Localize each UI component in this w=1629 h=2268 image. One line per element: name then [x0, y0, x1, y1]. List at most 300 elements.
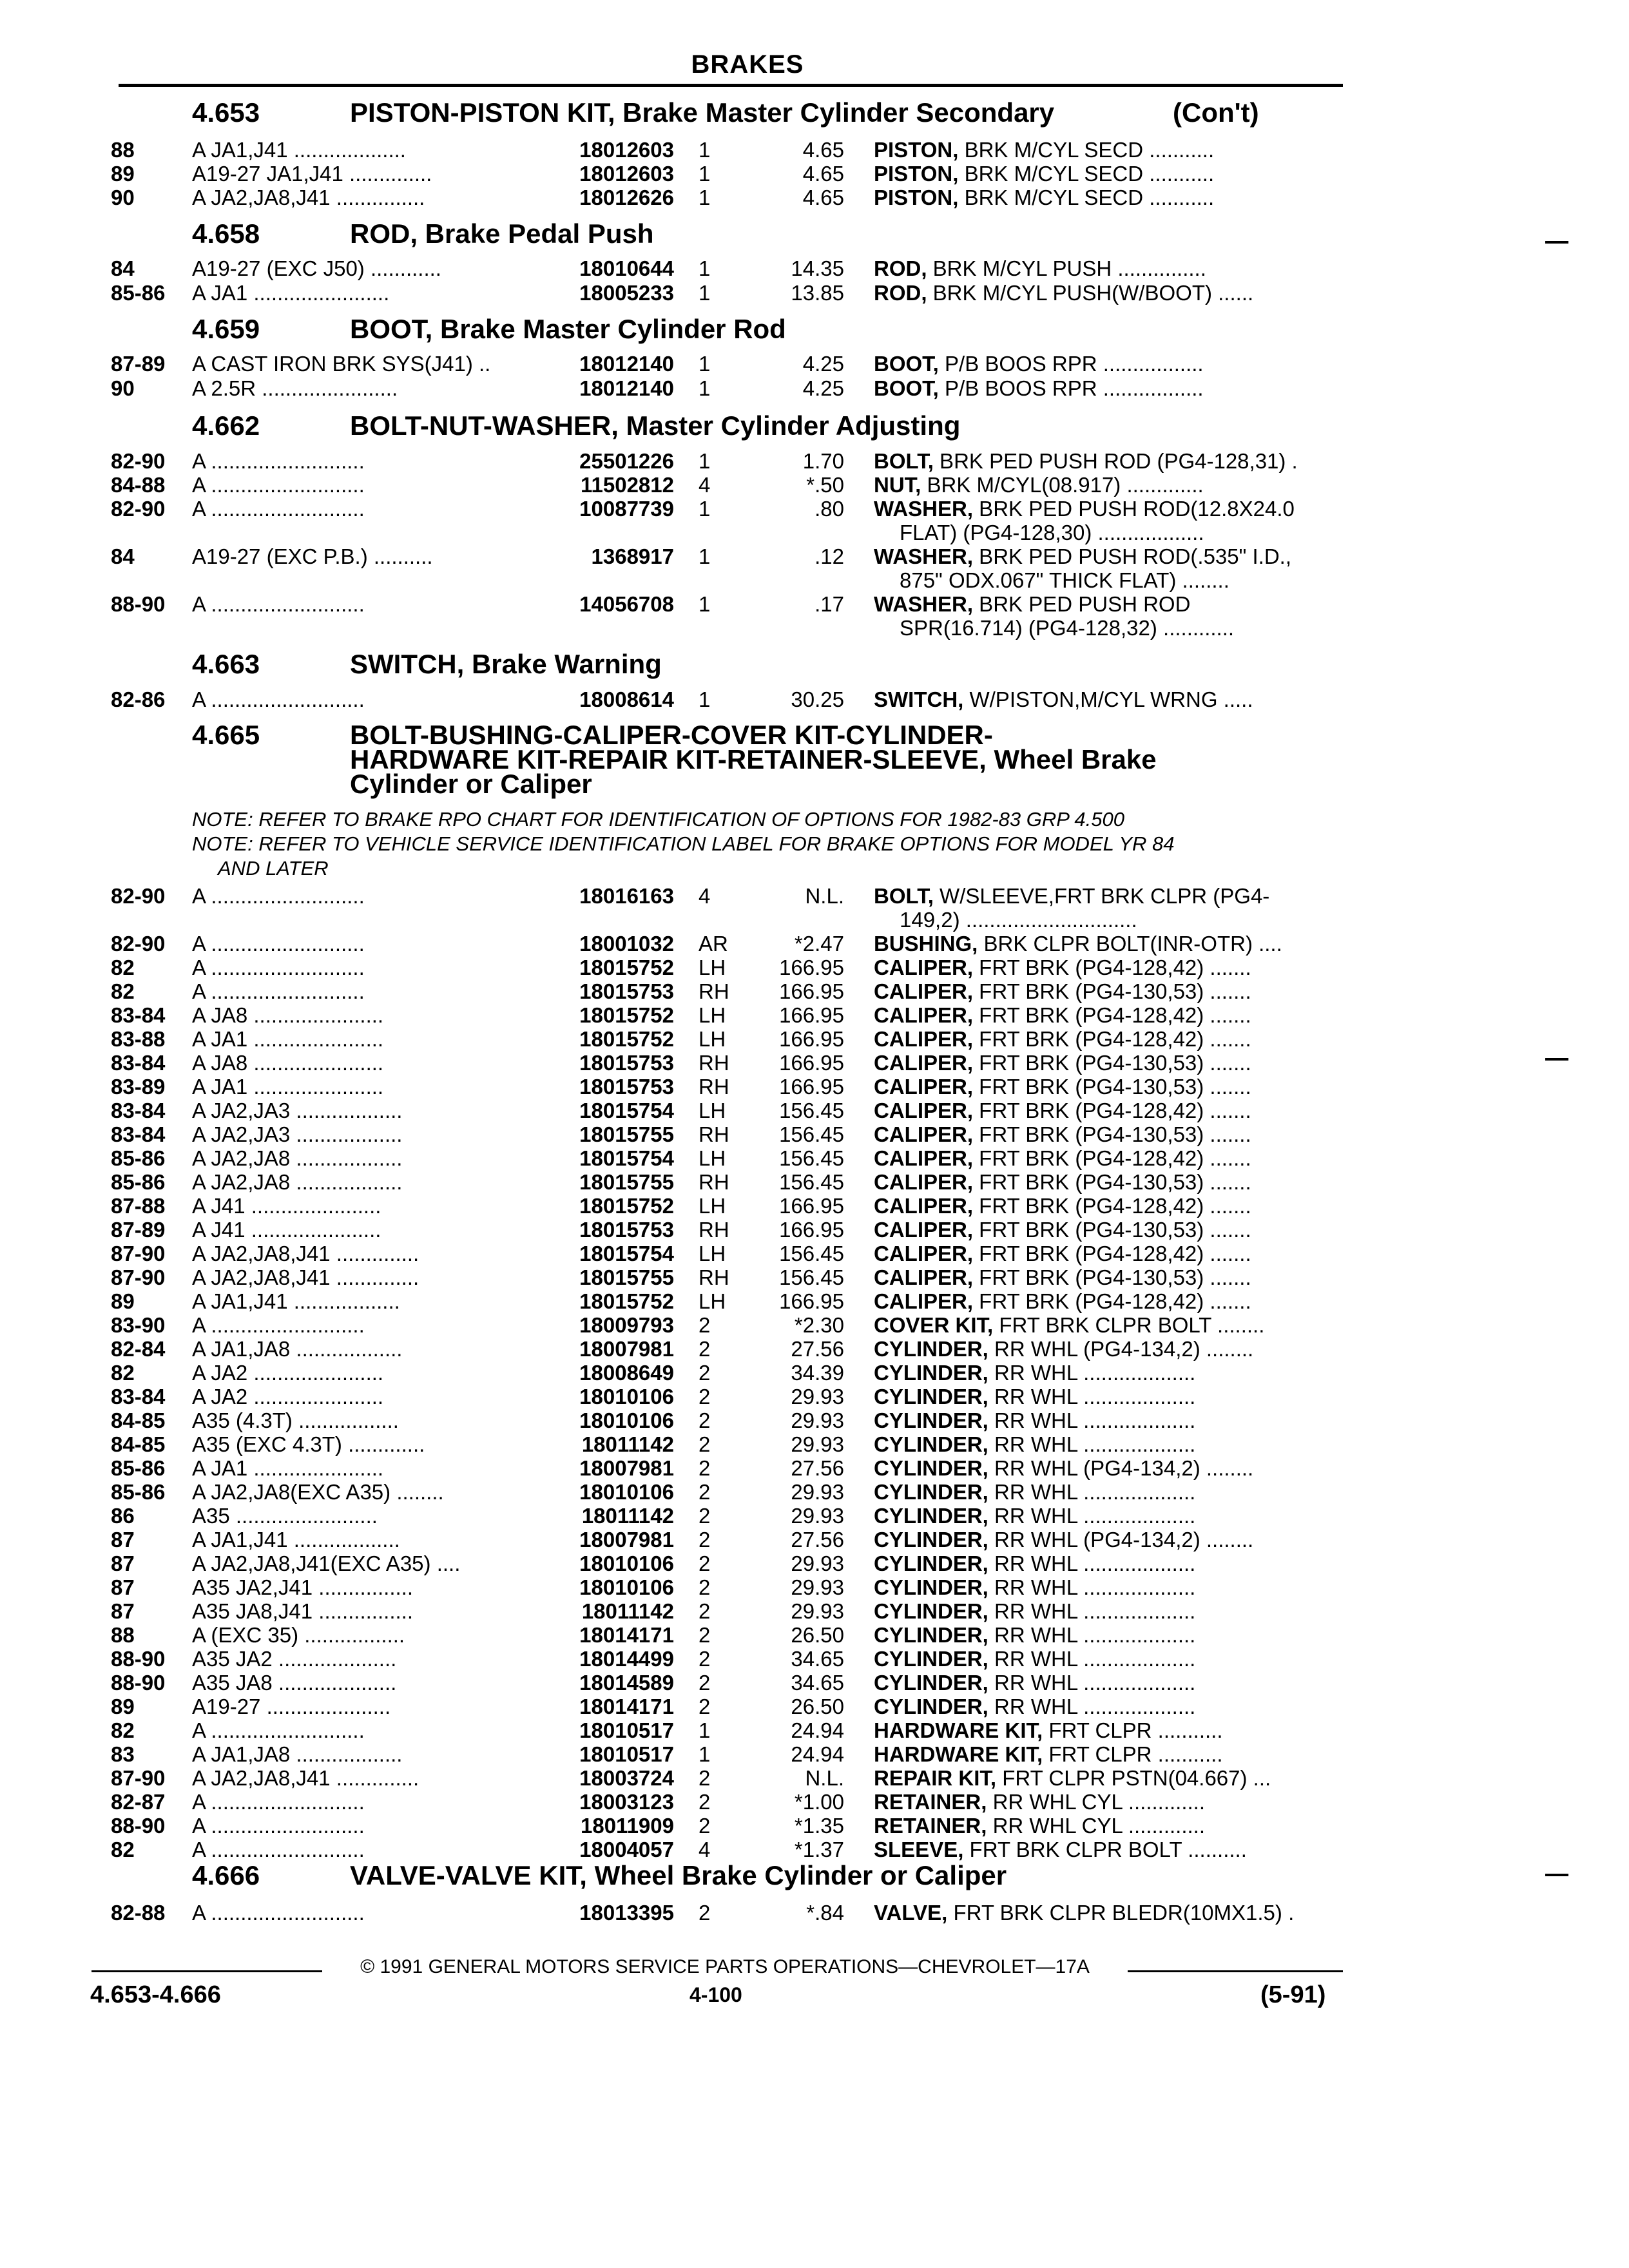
part-description	[874, 1051, 1344, 1075]
application: A JA1,J41 ...................	[192, 138, 406, 162]
model-years: 88-90	[111, 1814, 166, 1838]
part-description	[874, 1289, 1344, 1314]
part-row	[0, 352, 1629, 376]
price: 166.95	[779, 1003, 844, 1027]
quantity: 1	[699, 592, 711, 616]
part-description	[874, 281, 1344, 305]
part-number: 18012603	[579, 138, 674, 162]
part-row	[0, 473, 1629, 497]
quantity: 1	[699, 1718, 711, 1742]
price: .80	[815, 497, 844, 521]
part-name: SLEEVE,	[874, 1838, 964, 1861]
part-description	[874, 932, 1344, 956]
price: 29.93	[791, 1504, 844, 1528]
application: A (EXC 35) .................	[192, 1623, 405, 1647]
part-row	[0, 1901, 1629, 1925]
part-row	[0, 1456, 1629, 1481]
application: A ..........................	[192, 473, 365, 497]
part-row	[0, 1361, 1629, 1385]
part-name: CYLINDER,	[874, 1599, 988, 1623]
part-name: ROD,	[874, 256, 927, 280]
part-description	[874, 1901, 1344, 1925]
continued-tag: (Con't)	[1173, 97, 1259, 128]
part-row	[0, 1480, 1629, 1504]
part-row	[0, 1647, 1629, 1671]
price: 166.95	[779, 956, 844, 979]
part-row	[0, 1194, 1629, 1218]
part-detail: BRK PED PUSH ROD(.535" I.D.,	[973, 544, 1292, 568]
part-number: 18010517	[579, 1742, 674, 1766]
model-years: 82-88	[111, 1901, 166, 1925]
part-detail: FRT BRK (PG4-130,53) .......	[973, 1218, 1251, 1242]
part-number: 14056708	[579, 592, 674, 616]
part-detail: RR WHL CYL .............	[987, 1790, 1206, 1814]
quantity: 1	[699, 162, 711, 186]
part-number: 18015755	[579, 1122, 674, 1146]
model-years: 85-86	[111, 1146, 166, 1170]
part-row	[0, 162, 1629, 186]
part-row	[0, 1742, 1629, 1767]
part-name: CYLINDER,	[874, 1385, 988, 1408]
price: *1.37	[794, 1838, 844, 1861]
part-name: WASHER,	[874, 592, 974, 616]
model-years: 87-88	[111, 1194, 166, 1218]
price: 24.94	[791, 1742, 844, 1766]
part-name: CYLINDER,	[874, 1671, 988, 1695]
part-number: 18010106	[579, 1480, 674, 1504]
price: 24.94	[791, 1718, 844, 1742]
part-number: 18008649	[579, 1361, 674, 1385]
part-name: CYLINDER,	[874, 1504, 988, 1528]
price: 4.25	[802, 352, 844, 376]
application: A ..........................	[192, 932, 365, 956]
quantity: 1	[699, 256, 711, 280]
price: 29.93	[791, 1480, 844, 1504]
price: 156.45	[779, 1265, 844, 1289]
part-detail: RR WHL ...................	[988, 1504, 1196, 1528]
price: 27.56	[791, 1528, 844, 1552]
application: A JA1 .......................	[192, 281, 390, 305]
quantity: LH	[699, 1003, 726, 1027]
part-name: ROD,	[874, 281, 927, 305]
part-detail: FRT BRK (PG4-130,53) .......	[973, 1265, 1251, 1289]
part-description	[874, 376, 1344, 401]
price: 166.95	[779, 1218, 844, 1242]
model-years: 82	[111, 979, 135, 1003]
model-years: 84-85	[111, 1432, 166, 1456]
part-number: 18011142	[581, 1504, 674, 1528]
part-description	[874, 186, 1344, 210]
quantity: RH	[699, 1170, 729, 1194]
group-title-line: Cylinder or Caliper	[350, 769, 592, 799]
part-detail: BRK CLPR BOLT(INR-OTR) ....	[978, 932, 1282, 956]
model-years: 88	[111, 138, 135, 162]
price: *1.35	[794, 1814, 844, 1838]
margin-mark	[1545, 241, 1568, 244]
model-years: 89	[111, 162, 135, 186]
part-name: BOOT,	[874, 376, 939, 400]
part-detail: BRK PED PUSH ROD(12.8X24.0	[973, 497, 1295, 521]
part-description	[874, 1480, 1344, 1504]
part-detail: RR WHL ...................	[988, 1361, 1196, 1385]
quantity: 2	[699, 1361, 711, 1385]
application: A ..........................	[192, 1313, 365, 1337]
part-row	[0, 884, 1629, 908]
model-years: 85-86	[111, 1170, 166, 1194]
part-description-continued: 875" ODX.067" THICK FLAT) ........	[900, 568, 1229, 592]
model-years: 88-90	[111, 1647, 166, 1671]
part-detail: FRT BRK CLPR BLEDR(10MX1.5) .	[947, 1901, 1295, 1925]
model-years: 88	[111, 1623, 135, 1647]
application: A JA2,JA8 ..................	[192, 1146, 403, 1170]
quantity: 2	[699, 1504, 711, 1528]
part-row	[0, 1027, 1629, 1052]
model-years: 83-89	[111, 1075, 166, 1099]
model-years: 88-90	[111, 592, 166, 616]
part-row	[0, 1432, 1629, 1457]
part-number: 18005233	[579, 281, 674, 305]
part-name: VALVE,	[874, 1901, 948, 1925]
part-detail: P/B BOOS RPR .................	[938, 352, 1204, 376]
application: A JA2 ......................	[192, 1385, 384, 1408]
model-years: 82	[111, 1718, 135, 1742]
part-description	[874, 1552, 1344, 1576]
part-row	[0, 979, 1629, 1004]
part-description	[874, 1742, 1344, 1767]
group-number: 4.666	[192, 1860, 260, 1890]
part-number: 18015753	[579, 979, 674, 1003]
part-name: RETAINER,	[874, 1814, 987, 1838]
price: 166.95	[779, 1194, 844, 1218]
part-row	[0, 256, 1629, 281]
part-detail: RR WHL ...................	[988, 1671, 1196, 1695]
part-name: PISTON,	[874, 138, 959, 162]
part-description	[874, 1385, 1344, 1409]
part-name: HARDWARE KIT,	[874, 1742, 1043, 1766]
part-number: 25501226	[579, 449, 674, 473]
price: 14.35	[791, 256, 844, 280]
part-number: 18015754	[579, 1242, 674, 1265]
part-number: 18015753	[579, 1075, 674, 1099]
note-line: AND LATER	[218, 857, 329, 879]
part-description	[874, 1623, 1344, 1648]
application: A JA2,JA8,J41 ..............	[192, 1242, 419, 1265]
part-row	[0, 1718, 1629, 1743]
part-name: CYLINDER,	[874, 1695, 988, 1718]
part-detail: FRT BRK (PG4-130,53) .......	[973, 1170, 1251, 1194]
part-row	[0, 186, 1629, 210]
part-row	[0, 544, 1629, 569]
part-description	[874, 1575, 1344, 1600]
part-number: 18010106	[579, 1385, 674, 1408]
application: A JA2,JA8(EXC A35) ........	[192, 1480, 444, 1504]
part-detail: RR WHL ...................	[988, 1480, 1196, 1504]
part-detail: W/PISTON,M/CYL WRNG .....	[963, 687, 1253, 711]
part-detail: RR WHL (PG4-134,2) ........	[988, 1337, 1254, 1361]
part-detail: FRT BRK (PG4-128,42) .......	[973, 1242, 1251, 1265]
model-years: 86	[111, 1504, 135, 1528]
price: 156.45	[779, 1122, 844, 1146]
application: A19-27 (EXC J50) ............	[192, 256, 441, 280]
part-description	[874, 1408, 1344, 1433]
application: A JA2,JA8,J41 ..............	[192, 1766, 419, 1790]
price: 4.65	[802, 162, 844, 186]
part-detail: FRT BRK (PG4-128,42) .......	[973, 1003, 1251, 1027]
part-detail: BRK M/CYL(08.917) .............	[921, 473, 1204, 497]
quantity: 2	[699, 1456, 711, 1480]
part-name: CALIPER,	[874, 1194, 974, 1218]
quantity: 2	[699, 1552, 711, 1575]
part-detail: FRT BRK CLPR BOLT ..........	[963, 1838, 1247, 1861]
part-name: CALIPER,	[874, 1122, 974, 1146]
part-detail: RR WHL ...................	[988, 1385, 1196, 1408]
application: A19-27 JA1,J41 ..............	[192, 162, 432, 186]
price: 29.93	[791, 1575, 844, 1599]
part-name: CYLINDER,	[874, 1528, 988, 1552]
price: 34.65	[791, 1671, 844, 1695]
group-number: 4.663	[192, 649, 260, 679]
group-number: 4.659	[192, 314, 260, 344]
part-description-continued: 149,2) .............................	[900, 908, 1137, 932]
part-detail: FRT BRK (PG4-128,42) .......	[973, 1027, 1251, 1051]
part-description-continued: SPR(16.714) (PG4-128,32) ............	[900, 616, 1235, 640]
part-description	[874, 1528, 1344, 1552]
part-detail: BRK M/CYL PUSH ...............	[927, 256, 1206, 280]
price: 4.65	[802, 138, 844, 162]
part-number: 18015752	[579, 956, 674, 979]
model-years: 82-90	[111, 497, 166, 521]
part-name: CALIPER,	[874, 1265, 974, 1289]
part-row	[0, 1289, 1629, 1314]
part-number: 18014171	[579, 1695, 674, 1718]
application: A ..........................	[192, 979, 365, 1003]
part-number: 18010106	[579, 1575, 674, 1599]
part-description	[874, 1647, 1344, 1671]
part-name: BOLT,	[874, 884, 934, 908]
quantity: LH	[699, 956, 726, 979]
price: 26.50	[791, 1623, 844, 1647]
part-detail: FRT BRK (PG4-130,53) .......	[973, 1051, 1251, 1075]
quantity: 2	[699, 1599, 711, 1623]
model-years: 82	[111, 956, 135, 979]
margin-mark	[1545, 1058, 1568, 1061]
quantity: 2	[699, 1528, 711, 1552]
footer-page-number: 4-100	[689, 1983, 742, 2006]
quantity: 2	[699, 1766, 711, 1790]
part-detail: FRT BRK (PG4-130,53) .......	[973, 1075, 1251, 1099]
quantity: 2	[699, 1623, 711, 1647]
part-detail: RR WHL ...................	[988, 1408, 1196, 1432]
quantity: 2	[699, 1671, 711, 1695]
quantity: 1	[699, 352, 711, 376]
page-header-title: BRAKES	[691, 50, 804, 79]
part-detail: RR WHL (PG4-134,2) ........	[988, 1456, 1254, 1480]
application: A JA1 ......................	[192, 1456, 384, 1480]
quantity: 1	[699, 497, 711, 521]
application: A JA2,JA8,J41 ..............	[192, 1265, 419, 1289]
part-row	[0, 1218, 1629, 1242]
part-number: 18011142	[581, 1599, 674, 1623]
part-detail: W/SLEEVE,FRT BRK CLPR (PG4-	[933, 884, 1270, 908]
application: A35 JA8,J41 ................	[192, 1599, 413, 1623]
part-name: CYLINDER,	[874, 1408, 988, 1432]
price: 166.95	[779, 1051, 844, 1075]
model-years: 82-87	[111, 1790, 166, 1814]
part-description	[874, 1361, 1344, 1385]
note-line: NOTE: REFER TO BRAKE RPO CHART FOR IDENTIFICATION OF OPTIONS FOR 1982-83 GRP 4.500	[192, 808, 1124, 831]
price: 30.25	[791, 687, 844, 711]
part-description	[874, 256, 1344, 281]
application: A35 JA8 ....................	[192, 1671, 397, 1695]
application: A CAST IRON BRK SYS(J41) ..	[192, 352, 491, 376]
part-name: CALIPER,	[874, 1289, 974, 1313]
price: 1.70	[802, 449, 844, 473]
part-detail: FRT BRK (PG4-128,42) .......	[973, 1146, 1251, 1170]
part-name: NUT,	[874, 473, 921, 497]
part-row	[0, 1623, 1629, 1648]
part-name: RETAINER,	[874, 1790, 987, 1814]
quantity: 4	[699, 473, 711, 497]
part-number: 18015753	[579, 1218, 674, 1242]
application: A J41 ......................	[192, 1194, 381, 1218]
group-title: VALVE-VALVE KIT, Wheel Brake Cylinder or Caliper	[350, 1860, 1007, 1890]
price: .17	[815, 592, 844, 616]
part-description	[874, 1671, 1344, 1695]
part-row	[0, 1838, 1629, 1862]
model-years: 82-90	[111, 884, 166, 908]
part-row	[0, 687, 1629, 712]
price: *1.00	[794, 1790, 844, 1814]
part-name: CALIPER,	[874, 1146, 974, 1170]
group-title: BOOT, Brake Master Cylinder Rod	[350, 314, 786, 344]
part-name: CALIPER,	[874, 1218, 974, 1242]
price: 34.39	[791, 1361, 844, 1385]
part-description	[874, 979, 1344, 1004]
part-row	[0, 932, 1629, 956]
part-name: COVER KIT,	[874, 1313, 994, 1337]
part-row	[0, 1552, 1629, 1576]
part-detail: BRK M/CYL SECD ...........	[958, 162, 1215, 186]
model-years: 82-90	[111, 932, 166, 956]
model-years: 85-86	[111, 1456, 166, 1480]
part-detail: RR WHL ...................	[988, 1695, 1196, 1718]
model-years: 87-90	[111, 1766, 166, 1790]
part-name: CYLINDER,	[874, 1480, 988, 1504]
part-number: 18007981	[579, 1456, 674, 1480]
part-number: 18014589	[579, 1671, 674, 1695]
quantity: LH	[699, 1242, 726, 1265]
part-detail: FRT BRK (PG4-128,42) .......	[973, 1194, 1251, 1218]
model-years: 89	[111, 1695, 135, 1718]
part-number: 18015754	[579, 1099, 674, 1122]
part-description	[874, 1003, 1344, 1028]
quantity: 4	[699, 884, 711, 908]
part-description	[874, 1456, 1344, 1481]
price: 26.50	[791, 1695, 844, 1718]
part-row	[0, 1695, 1629, 1719]
model-years: 85-86	[111, 281, 166, 305]
part-number: 18001032	[579, 932, 674, 956]
part-name: CALIPER,	[874, 1051, 974, 1075]
price: *2.30	[794, 1313, 844, 1337]
part-number: 1368917	[591, 544, 674, 568]
model-years: 87	[111, 1599, 135, 1623]
part-number: 18011909	[580, 1814, 674, 1838]
part-name: CYLINDER,	[874, 1456, 988, 1480]
part-description	[874, 1766, 1344, 1791]
part-name: CYLINDER,	[874, 1432, 988, 1456]
part-row	[0, 1814, 1629, 1838]
model-years: 88-90	[111, 1671, 166, 1695]
model-years: 82	[111, 1838, 135, 1861]
application: A JA2,JA8 ..................	[192, 1170, 403, 1194]
quantity: LH	[699, 1027, 726, 1051]
part-detail: RR WHL ...................	[988, 1575, 1196, 1599]
part-description	[874, 449, 1344, 474]
part-row	[0, 1385, 1629, 1409]
part-row	[0, 1313, 1629, 1338]
quantity: 2	[699, 1575, 711, 1599]
application: A35 JA2 ....................	[192, 1647, 397, 1671]
model-years: 89	[111, 1289, 135, 1313]
part-number: 18003123	[579, 1790, 674, 1814]
part-description	[874, 497, 1344, 521]
part-name: CALIPER,	[874, 1003, 974, 1027]
part-name: CALIPER,	[874, 979, 974, 1003]
quantity: 1	[699, 687, 711, 711]
part-detail: RR WHL CYL .............	[987, 1814, 1206, 1838]
part-name: CALIPER,	[874, 1099, 974, 1122]
part-name: CALIPER,	[874, 1075, 974, 1099]
part-number: 18010106	[579, 1552, 674, 1575]
quantity: 1	[699, 376, 711, 400]
quantity: LH	[699, 1099, 726, 1122]
model-years: 82	[111, 1361, 135, 1385]
part-row	[0, 1099, 1629, 1123]
model-years: 83-84	[111, 1385, 166, 1408]
quantity: 1	[699, 186, 711, 209]
part-detail: FRT CLPR ...........	[1043, 1718, 1223, 1742]
price: N.L.	[805, 884, 844, 908]
quantity: RH	[699, 1218, 729, 1242]
quantity: 1	[699, 138, 711, 162]
application: A35 (4.3T) .................	[192, 1408, 399, 1432]
part-number: 18015752	[579, 1003, 674, 1027]
application: A JA1,J41 ..................	[192, 1289, 400, 1313]
part-description	[874, 544, 1344, 569]
price: 166.95	[779, 979, 844, 1003]
quantity: LH	[699, 1146, 726, 1170]
quantity: 2	[699, 1337, 711, 1361]
application: A ..........................	[192, 1790, 365, 1814]
part-description	[874, 1027, 1344, 1052]
part-detail: BRK M/CYL SECD ...........	[958, 186, 1215, 209]
part-row	[0, 449, 1629, 474]
footer-group-range: 4.653-4.666	[90, 1981, 221, 2008]
part-detail: BRK PED PUSH ROD	[973, 592, 1191, 616]
application: A J41 ......................	[192, 1218, 381, 1242]
part-detail: FRT BRK (PG4-128,42) .......	[973, 1099, 1251, 1122]
model-years: 84-85	[111, 1408, 166, 1432]
part-name: HARDWARE KIT,	[874, 1718, 1043, 1742]
price: 166.95	[779, 1075, 844, 1099]
part-description-continued: FLAT) (PG4-128,30) ..................	[900, 521, 1204, 544]
application: A JA1,J41 ..................	[192, 1528, 400, 1552]
model-years: 85-86	[111, 1480, 166, 1504]
model-years: 82-86	[111, 687, 166, 711]
quantity: RH	[699, 979, 729, 1003]
application: A ..........................	[192, 449, 365, 473]
